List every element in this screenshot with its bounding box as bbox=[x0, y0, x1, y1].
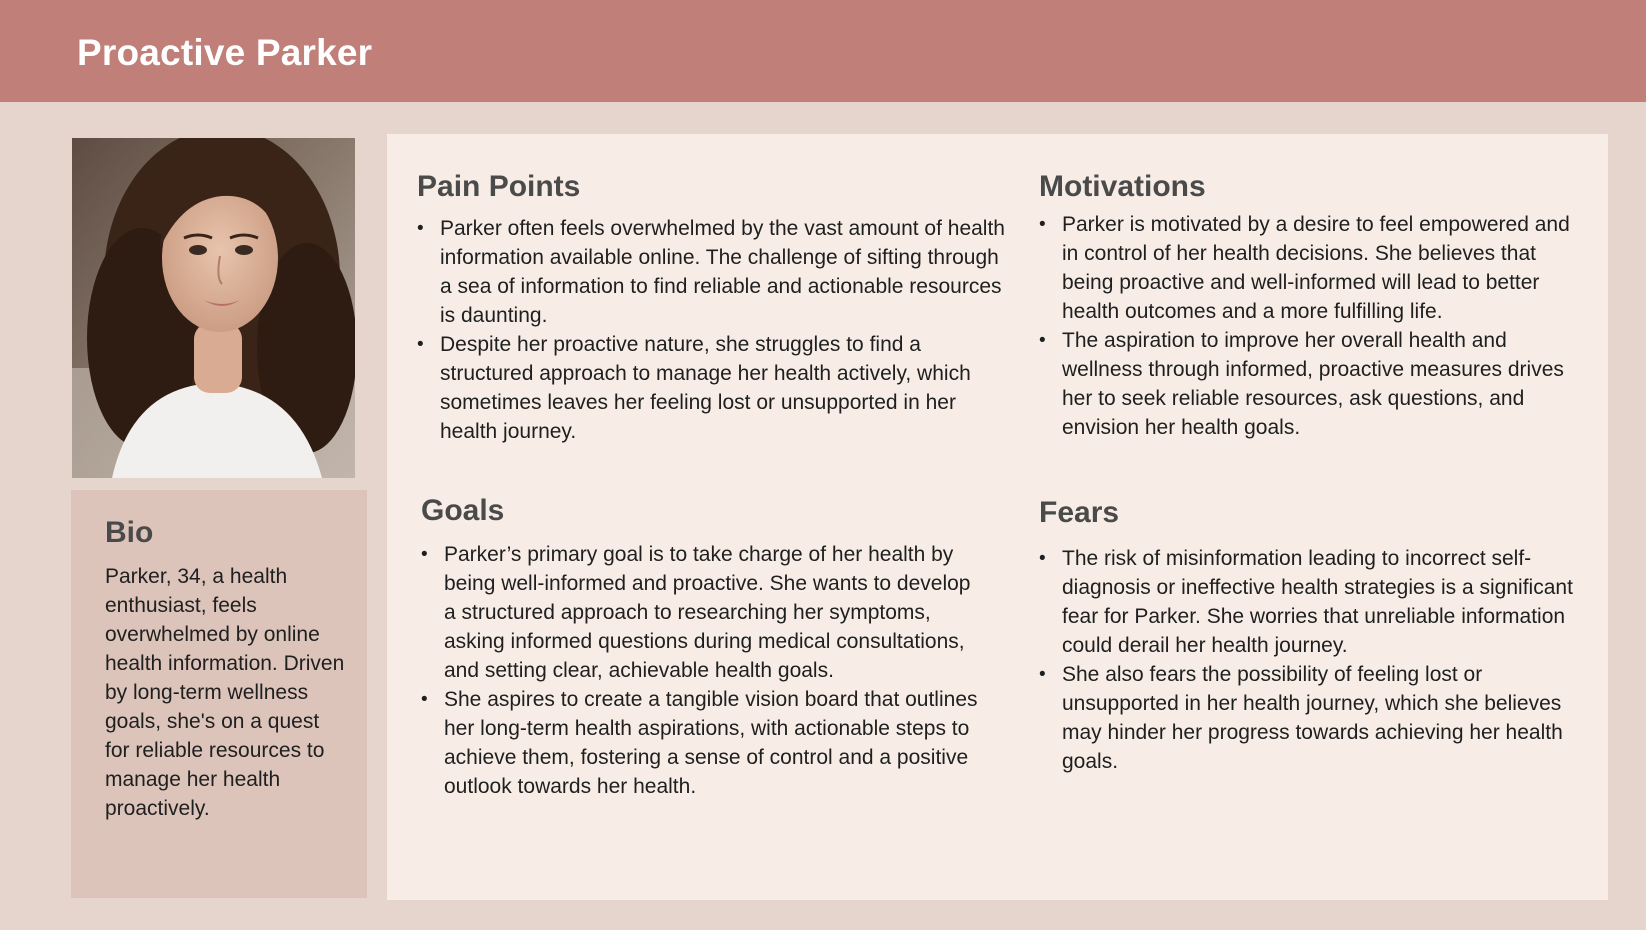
motivations-section bbox=[1039, 170, 1584, 442]
fears-title: Fears bbox=[1039, 496, 1120, 529]
list-item: • The risk of misinformation leading to incorrect self-diagnosis or ineffective health strategies is a significant fear for Parker. She worries that unreliable information could derail her health journey. bbox=[1039, 544, 1584, 660]
page-title: Proactive Parker bbox=[77, 32, 373, 73]
pain-points-list bbox=[417, 214, 1007, 446]
list-item: • Parker is motivated by a desire to feel empowered and in control of her health decisions. She believes that being proactive and well-informed will lead to better health outcomes and a more fulfilling life. bbox=[1039, 210, 1584, 326]
motivations-list bbox=[1039, 210, 1584, 442]
list-item: • Parker’s primary goal is to take charge of her health by being well-informed and proactive. She wants to develop a structured approach to researching her symptoms, asking informed questions during medical consultations, and setting clear, achievable health goals. bbox=[421, 540, 981, 685]
bio-title: Bio bbox=[105, 516, 154, 549]
list-item: • She aspires to create a tangible vision board that outlines her long-term health aspirations, with actionable steps to achieve them, fostering a sense of control and a positive outlook towards her health. bbox=[421, 685, 981, 801]
list-item: • The aspiration to improve her overall health and wellness through informed, proactive measures drives her to seek reliable resources, ask questions, and envision her health goals. bbox=[1039, 326, 1584, 442]
header-bar bbox=[0, 0, 1646, 102]
fears-section bbox=[1039, 496, 1584, 776]
goals-section bbox=[421, 494, 981, 801]
pain-points-title: Pain Points bbox=[417, 170, 581, 203]
list-item: • Despite her proactive nature, she struggles to find a structured approach to manage her health actively, which sometimes leaves her feeling lost or unsupported in her health journey. bbox=[417, 330, 1007, 446]
motivations-title: Motivations bbox=[1039, 170, 1206, 203]
persona-photo-icon bbox=[72, 138, 355, 478]
pain-points-section bbox=[417, 170, 1007, 446]
bio-text: Parker, 34, a health enthusiast, feels overwhelmed by online health information. Driven by long-term wellness goals, she's on a quest for reliable resources to manage her health proactively. bbox=[105, 565, 345, 820]
bio-panel bbox=[71, 490, 367, 898]
list-item: • She also fears the possibility of feeling lost or unsupported in her health journey, which she believes may hinder her progress towards achieving her health goals. bbox=[1039, 660, 1584, 776]
fears-list bbox=[1039, 544, 1584, 776]
persona-photo bbox=[72, 138, 355, 478]
goals-title: Goals bbox=[421, 494, 505, 527]
persona-details-card bbox=[387, 134, 1608, 900]
list-item: • Parker often feels overwhelmed by the vast amount of health information available online. The challenge of sifting through a sea of information to find reliable and actionable resources is daunting. bbox=[417, 214, 1007, 330]
goals-list bbox=[421, 540, 981, 801]
